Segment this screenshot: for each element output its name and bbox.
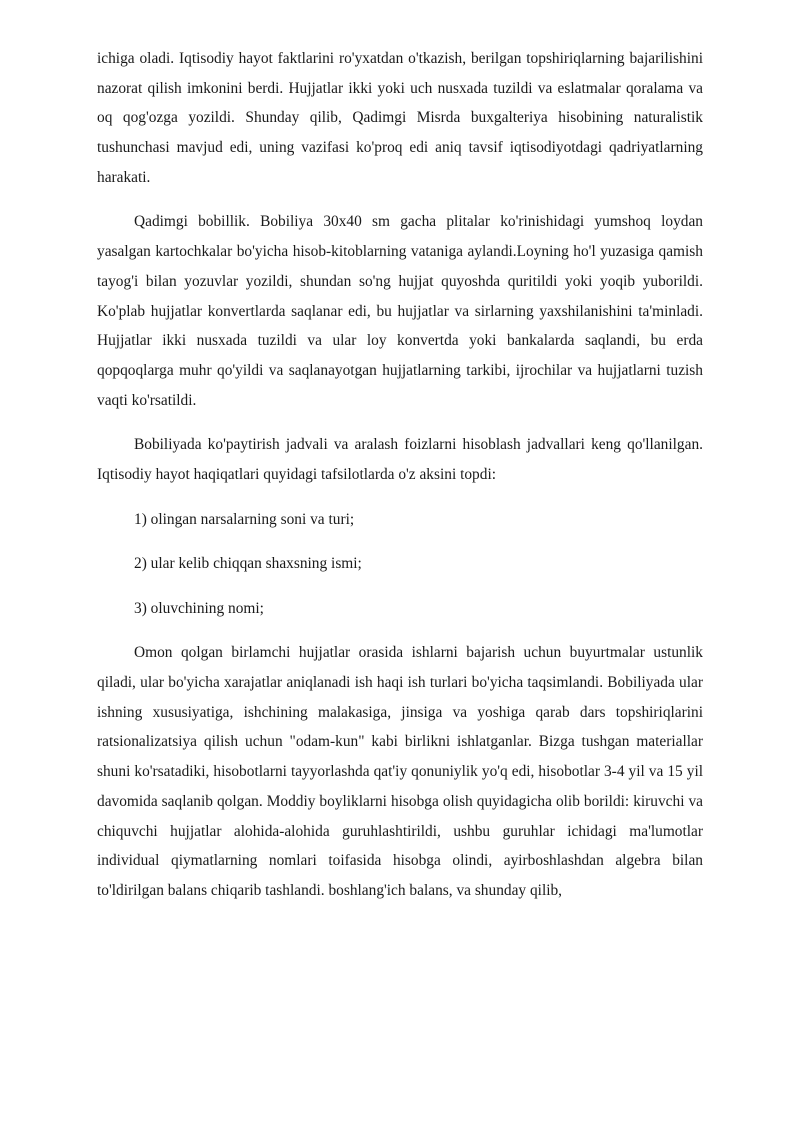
paragraph-multiplication-tables: Bobiliyada ko'paytirish jadvali va aralash foizlarni hisoblash jadvallari keng qo'llanilgan. Iqtisodiy hayot haqiqatlari quyidagi tafsilotlarda o'z aksini topdi: bbox=[97, 436, 703, 483]
paragraph-ancient-babylon: Qadimgi bobillik. Bobiliya 30x40 sm gacha plitalar ko'rinishidagi yumshoq loydan yasalgan kartochkalar bo'yicha hisob-kitoblarning vataniga aylandi.Loyning ho'l yuzasiga qamish tayog'i bilan yozuvlar yozildi, shundan so'ng hujjat quyoshda quritildi yoki yoqib yuborildi. Ko'plab hujjatlar konvertlarda saqlanar edi, bu hujjatlar va sirlarning yaxshilanishini ta'minladi. Hujjatlar ikki nusxada tuzildi va ular loy konvertda yoki bankalarda saqlandi, bu erda qopqoqlarga muhr qo'yildi va saqlanayotgan hujjatlarning tarkibi, ijrochilar va hujjatlarni tuzish vaqti ko'rsatildi. bbox=[97, 213, 703, 409]
paragraph-primary-documents: Omon qolgan birlamchi hujjatlar orasida ishlarni bajarish uchun buyurtmalar ustunlik qiladi, ular bo'yicha xarajatlar aniqlanadi ish haqi ish turlari bo'yicha taqsimlandi. Bobiliyada ular ishning xususiyatiga, ishchining malakasiga, jinsiga va yoshiga qarab dars topshiriqlarini ratsionalizatsiya qilish uchun "odam-kun" kabi birlikni ishlatganlar. Bizga tushgan materiallar shuni ko'rsatadiki, hisobotlarni tayyorlashda qat'iy qonuniylik yo'q edi, hisobotlar 3-4 yil va 15 yil davomida saqlanib qolgan. Moddiy boyliklarni hisobga olish quyidagicha olib borildi: kiruvchi va chiquvchi hujjatlar alohida-alohida guruhlashtirildi, ushbu guruhlar ichidagi ma'lumotlar individual qiymatlarning nomlari toifasida hisobga olindi, ayirboshlashdan algebra bilan to'ldirilgan balans chiqarib tashlandi. boshlang'ich balans, va shunday qilib, bbox=[97, 644, 703, 899]
paragraph-continuation: ichiga oladi. Iqtisodiy hayot faktlarini ro'yxatdan o'tkazish, berilgan topshiriqlarning bajarilishini nazorat qilish imkonini berdi. Hujjatlar ikki yoki uch nusxada tuzildi va eslatmalar qoralama va oq qog'ozga yozildi. Shunday qilib, Qadimgi Misrda buxgalteriya hisobining naturalistik tushunchasi mavjud edi, uning vazifasi ko'proq edi aniq tavsif iqtisodiyotdagi qadriyatlarning harakati. bbox=[97, 50, 703, 186]
list-item-2: 2) ular kelib chiqqan shaxsning ismi; bbox=[134, 555, 362, 573]
list-item-3: 3) oluvchining nomi; bbox=[134, 599, 264, 617]
list-item-1: 1) olingan narsalarning soni va turi; bbox=[134, 510, 355, 528]
document-page bbox=[97, 44, 703, 906]
